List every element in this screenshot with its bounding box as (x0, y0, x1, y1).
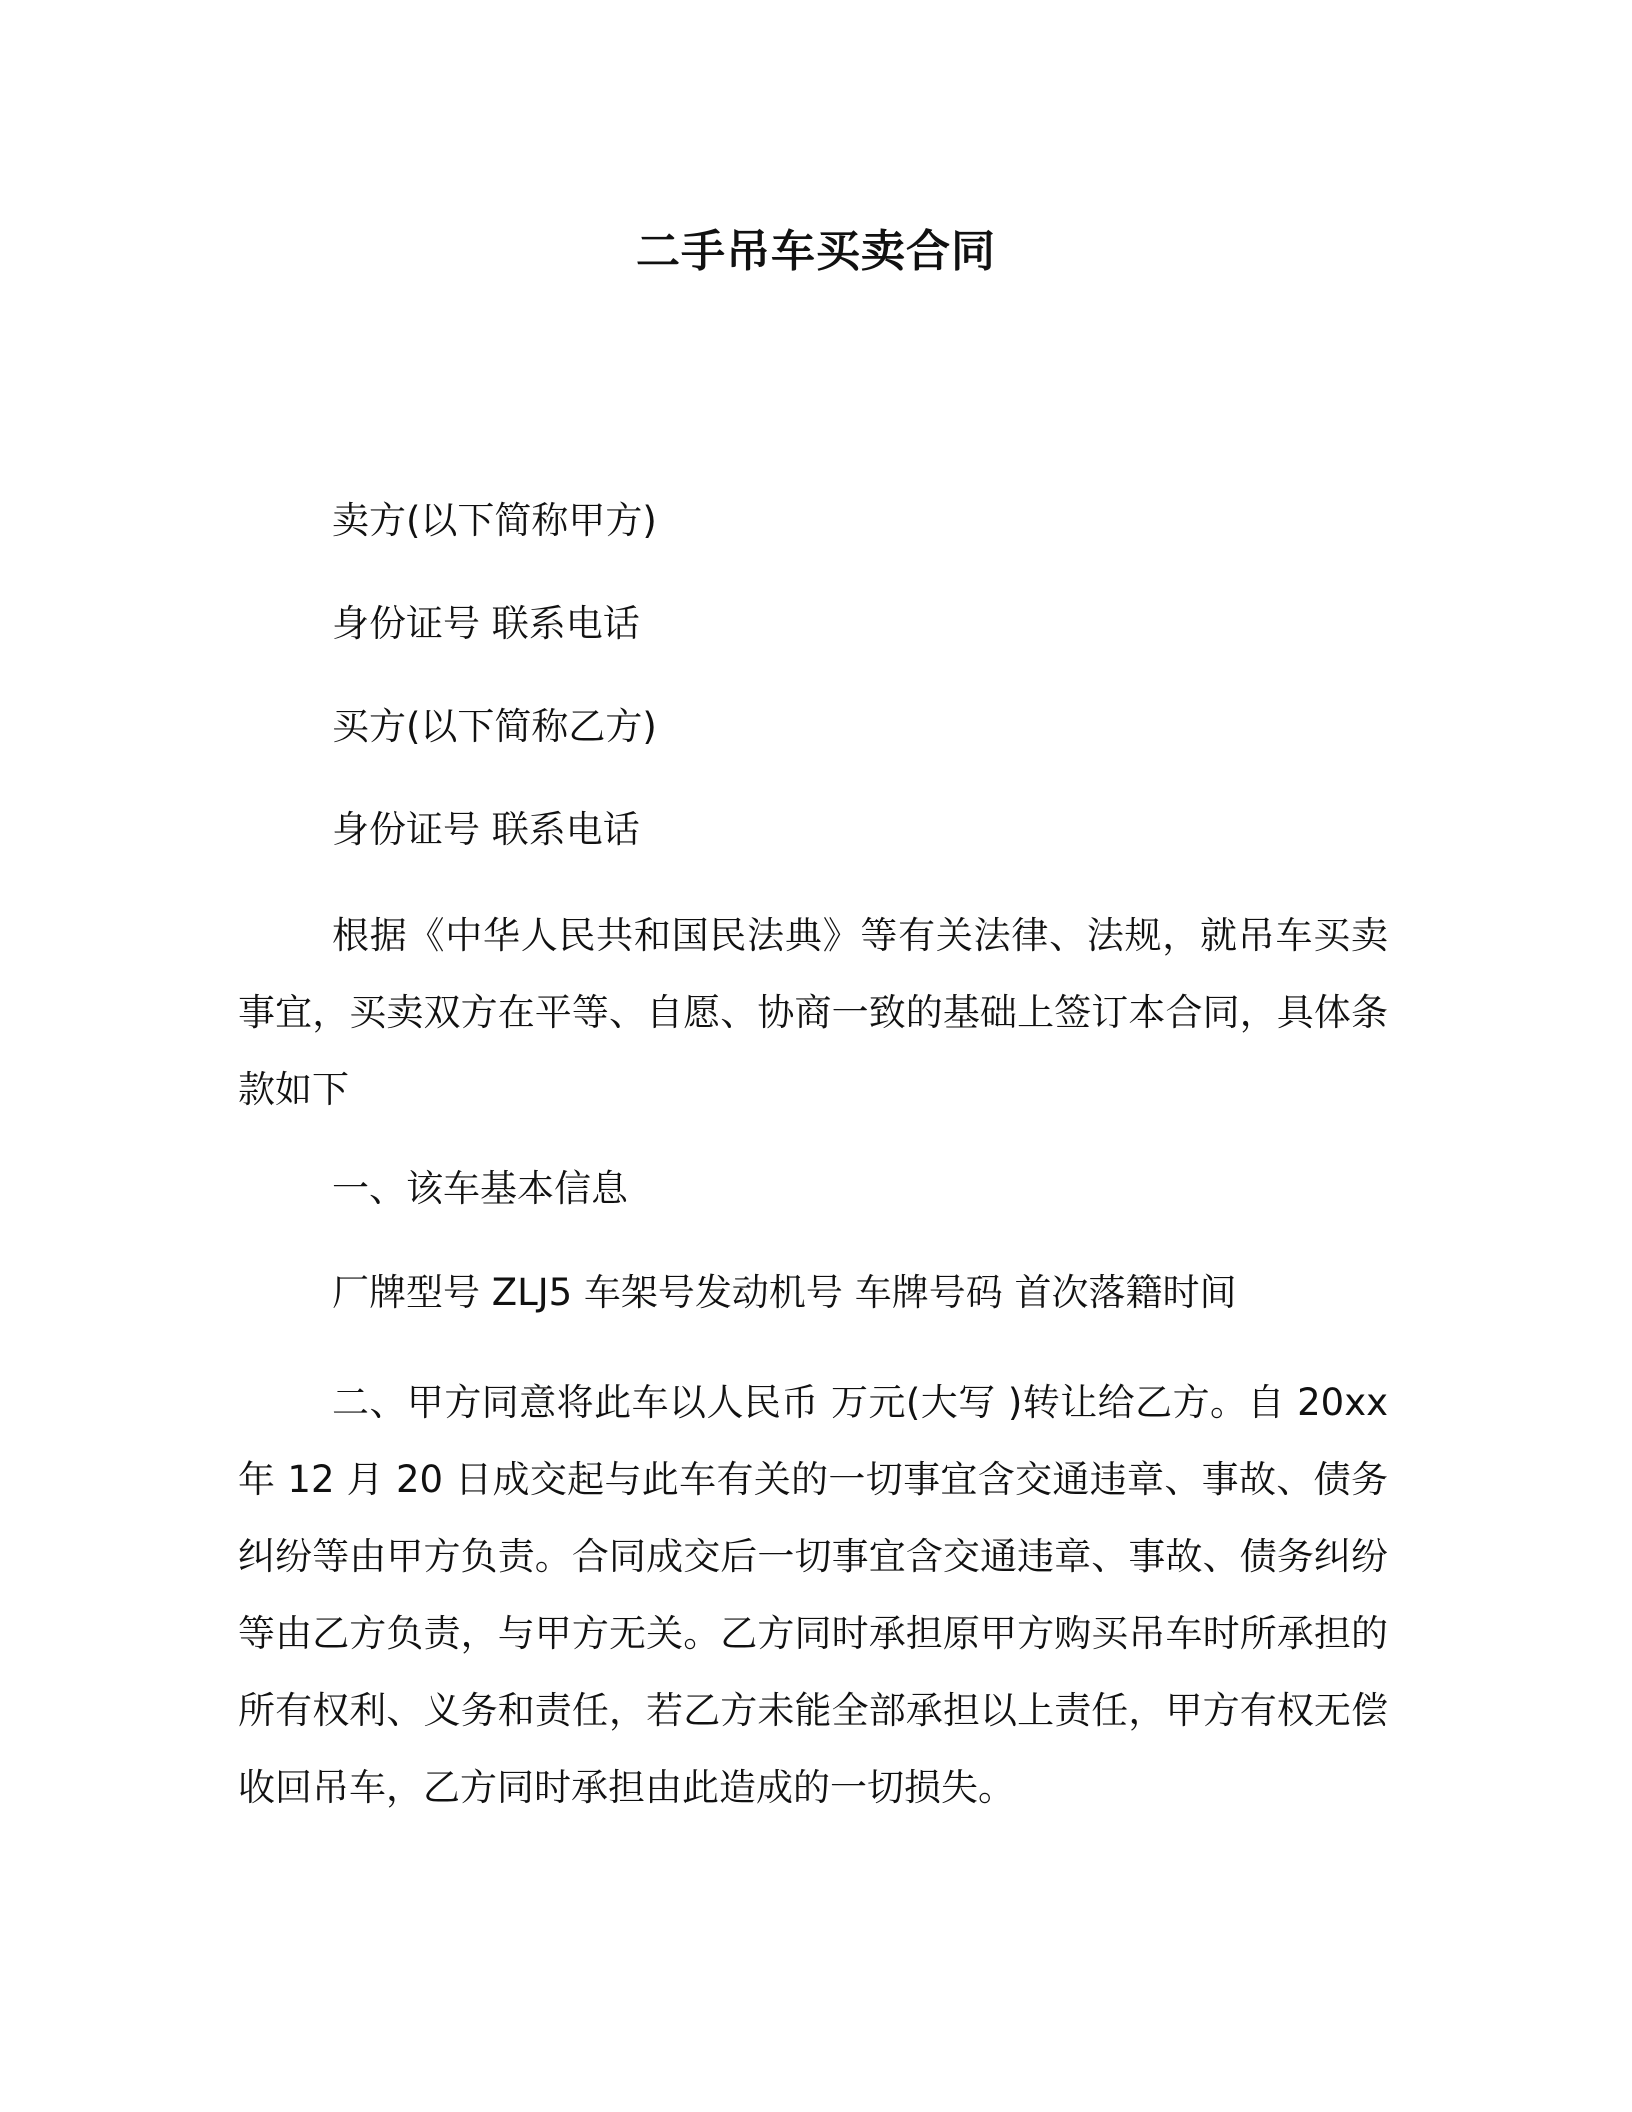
document-title: 二手吊车买卖合同 (636, 226, 996, 277)
buyer-line: 买方(以下简称乙方) (332, 705, 657, 748)
seller-line: 卖方(以下简称甲方) (332, 499, 657, 542)
seller-id-line: 身份证号 联系电话 (332, 602, 640, 645)
buyer-id-line: 身份证号 联系电话 (332, 808, 640, 851)
section-2-paragraph: 二、甲方同意将此车以人民币 万元(大写 )转让给乙方。自 20xx 年 12 月 20 日成交起与此车有关的一切事宜含交通违章、事故、债务纠纷等由甲方负责。合同成交后一切事宜含交通违章、事故、债务纠纷等由乙方负责，与甲方无关。乙方同时承担原甲方购买吊车时所承担的所有权利、义务和责任，若乙方未能全部承担以上责任，甲方有权无偿收回吊车，乙方同时承担由此造成的一切损失。 (238, 1381, 1388, 1809)
section-1-heading: 一、该车基本信息 (332, 1167, 628, 1210)
vehicle-info-line: 厂牌型号 ZLJ5 车架号发动机号 车牌号码 首次落籍时间 (332, 1271, 1237, 1314)
intro-paragraph: 根据《中华人民共和国民法典》等有关法律、法规，就吊车买卖事宜，买卖双方在平等、自愿、协商一致的基础上签订本合同，具体条款如下 (238, 914, 1388, 1111)
